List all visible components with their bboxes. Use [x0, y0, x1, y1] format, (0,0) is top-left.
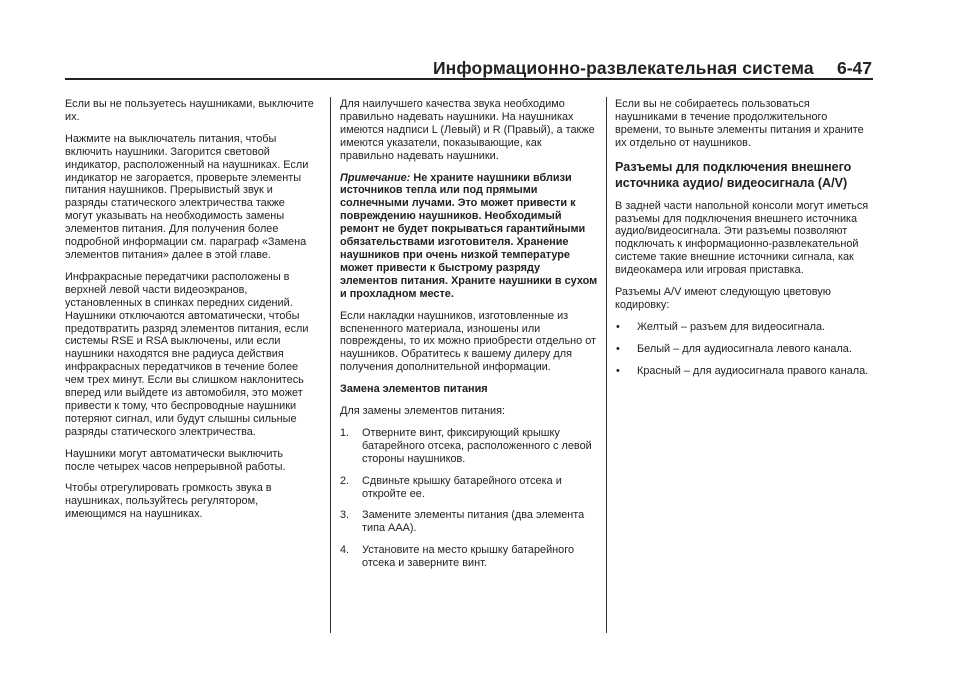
step-number: 1.: [340, 426, 350, 439]
note-label: Примечание:: [340, 171, 411, 184]
step-text: Замените элементы питания (два элемента типа AAA).: [362, 509, 585, 535]
bullet-icon: •: [616, 342, 620, 355]
step-number: 4.: [340, 544, 350, 557]
paragraph: В задней части напольной консоли могут иметься разъемы для подключения внешнего источника аудио/видеосигнала. Эти разъемы позволяют подключать к информационно-развлекательной системе такие внешние источники сигнала, как видеокамера или игровая приставка.: [615, 199, 869, 277]
step-text: Сдвиньте крышку батарейного отсека и откройте ее.: [362, 474, 562, 500]
note: [340, 172, 598, 301]
list-item: [615, 343, 873, 356]
step-text: Отверните винт, фиксирующий крышку батарейного отсека, расположенного с левой стороны наушников.: [362, 426, 592, 465]
bullet-text: Белый – для аудиосигнала левого канала.: [637, 342, 852, 355]
list-item: [340, 427, 598, 466]
section-heading: Разъемы для подключения внешнего источника аудио/ видеосигнала (A/V): [615, 159, 852, 190]
steps-list: [340, 427, 598, 570]
bullet-icon: •: [616, 364, 620, 377]
paragraph: Если вы не пользуетесь наушниками, выключите их.: [65, 98, 314, 123]
paragraph: Если накладки наушников, изготовленные из вспененного материала, изношены или повреждены, то их можно приобрести отдельно от наушников. Обратитесь к вашему дилеру для получения дополнительной информации.: [340, 309, 597, 374]
paragraph: Для наилучшего качества звука необходимо правильно надевать наушники. На наушниках имеются надписи L (Левый) и R (Правый), а также имеются указатели, показывающие, как правильно надевать наушники.: [340, 98, 595, 162]
header-divider: [65, 78, 873, 80]
paragraph: Чтобы отрегулировать громкость звука в наушниках, пользуйтесь регулятором, имеющимся на наушниках.: [65, 482, 272, 521]
column-divider-2: [606, 97, 607, 633]
step-number: 3.: [340, 509, 350, 522]
paragraph: Для замены элементов питания:: [340, 405, 506, 418]
list-item: [615, 365, 873, 378]
list-item: [340, 544, 598, 570]
paragraph: Разъемы A/V имеют следующую цветовую кодировку:: [615, 286, 831, 311]
page-number: 6-47: [836, 58, 872, 78]
note-text: Не храните наушники вблизи источников тепла или под прямыми солнечными лучами. Это может привести к повреждению наушников. Необходимый ремонт не будет покрываться гарантийными обязательствами изготовителя. Хранение наушников при очень низкой температуре может привести к быстрому разряду элементов питания. Храните наушники в сухом и прохладном месте.: [340, 171, 598, 300]
bullet-icon: •: [616, 320, 620, 333]
column-3: [615, 98, 873, 387]
subheading: Замена элементов питания: [340, 383, 488, 396]
paragraph: Инфракрасные передатчики расположены в верхней левой части видеоэкранов, установленных в спинках передних сидений. Наушники отключаются автоматически, чтобы предотвратить разряд элементов питания, если системы RSE и RSA выключены, или если наушники находятся вне радиуса действия инфракрасных передатчиков в течение более чем трех минут. Если вы слишком наклонитесь вперед или выйдете из автомобиля, это может привести к тому, что беспроводные наушники потеряют сигнал, или будут слышны сильные разряды статического электричества.: [65, 270, 309, 438]
paragraph: Если вы не собираетесь пользоваться наушниками в течение продолжительного времени, то выньте элементы питания и храните их отдельно от наушников.: [615, 98, 864, 149]
column-divider-1: [330, 97, 331, 633]
page-title: Информационно-развлекательная система: [433, 58, 814, 78]
bullet-text: Красный – для аудиосигнала правого канала.: [637, 364, 869, 377]
step-number: 2.: [340, 474, 350, 487]
column-1: [65, 98, 315, 530]
list-item: [340, 475, 598, 501]
list-item: [615, 321, 873, 334]
paragraph: Наушники могут автоматически выключить после четырех часов непрерывной работы.: [65, 447, 286, 473]
bullet-text: Желтый – разъем для видеосигнала.: [637, 320, 826, 333]
column-2: [340, 98, 598, 579]
list-item: [340, 509, 598, 535]
step-text: Установите на место крышку батарейного отсека и заверните винт.: [362, 544, 575, 570]
paragraph: Нажмите на выключатель питания, чтобы включить наушники. Загорится световой индикатор, расположенный на наушниках. Если индикатор не загорается, проверьте элементы питания наушников. Прерывистый звук и разряды статического электричества также могут указывать на необходимость замены элементов питания. Для получения более подробной информации см. параграф «Замена элементов питания» далее в этой главе.: [65, 132, 309, 261]
bullet-list: [615, 321, 873, 378]
